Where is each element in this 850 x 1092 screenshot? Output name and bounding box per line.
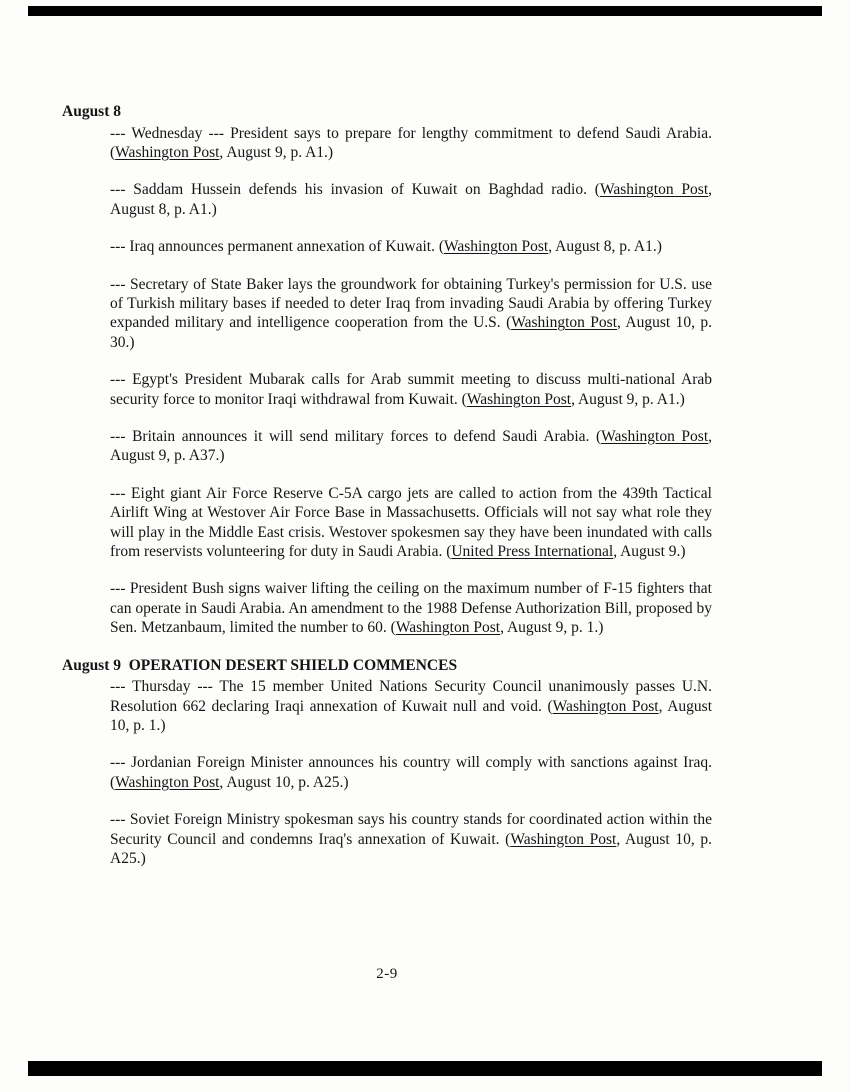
bottom-rule [28,1061,822,1076]
chronology-entry: --- Egypt's President Mubarak calls for Arab summit meeting to discuss multi-national Arab security force to monitor Iraqi withdrawal from Kuwait. (Washington Post, August 9, p. A1.) [110,371,712,408]
section-heading: August 9 OPERATION DESERT SHIELD COMMENCES [62,656,458,674]
chronology-entry: --- Saddam Hussein defends his invasion of Kuwait on Baghdad radio. (Washington Post, August 8, p. A1.) [110,181,712,218]
chronology-entry: --- Thursday --- The 15 member United Nations Security Council unanimously passes U.N. Resolution 662 declaring Iraqi annexation of Kuwait null and void. (Washington Post, August 10, p. 1.) [110,678,712,734]
chronology-entry: --- Eight giant Air Force Reserve C-5A cargo jets are called to action from the 439th Tactical Airlift Wing at Westover Air Force Base in Massachusetts. Officials will not say what role they will play in the Middle East crisis. Westover spokesmen say they have been inundated with calls from reservists volunteering for duty in Saudi Arabia. (United Press International, August 9.) [110,484,712,560]
section-august-9 [62,656,712,869]
chronology-entry: --- Britain announces it will send military forces to defend Saudi Arabia. (Washington Post, August 9, p. A37.) [110,427,713,465]
document-content [62,102,712,886]
section-heading: August 8 [62,103,122,120]
chronology-entry: --- Secretary of State Baker lays the groundwork for obtaining Turkey's permission for U.S. use of Turkish military bases if needed to deter Iraq from invading Saudi Arabia by offering Turkey expanded military and intelligence cooperation from the U.S. (Washington Post, August 10, p. 30.) [110,275,712,351]
chronology-entry: --- Wednesday --- President says to prepare for lengthy commitment to defend Saudi Arabia. (Washington Post, August 9, p. A1.) [110,124,712,161]
top-rule [28,6,822,16]
chronology-entry: --- President Bush signs waiver lifting the ceiling on the maximum number of F-15 fighters that can operate in Saudi Arabia. An amendment to the 1988 Defense Authorization Bill, proposed by Sen. Metzanbaum, limited the number to 60. (Washington Post, August 9, p. 1.) [110,580,712,637]
chronology-entry: --- Jordanian Foreign Minister announces his country will comply with sanctions against Iraq. (Washington Post, August 10, p. A25.) [110,754,712,791]
section-august-8 [62,102,712,638]
chronology-entry: --- Iraq announces permanent annexation of Kuwait. (Washington Post, August 8, p. A1.) [110,238,662,256]
chronology-entry: --- Soviet Foreign Ministry spokesman says his country stands for coordinated action within the Security Council and condemns Iraq's annexation of Kuwait. (Washington Post, August 10, p. A25.) [110,811,712,867]
page-number: 2-9 [376,966,398,982]
